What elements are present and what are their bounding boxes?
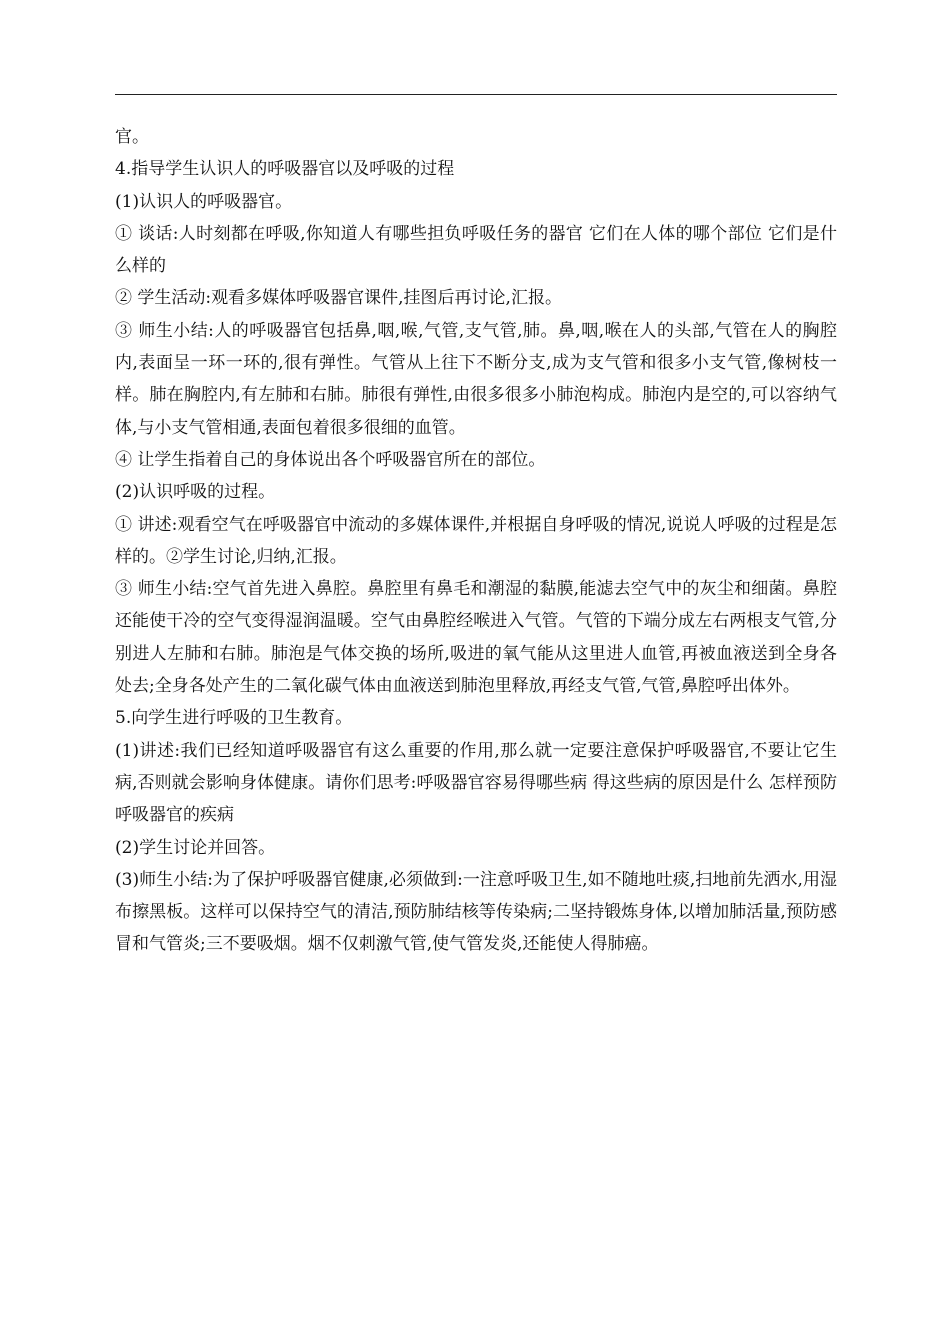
paragraph-point-organs: ④ 让学生指着自己的身体说出各个呼吸器官所在的部位。 — [115, 449, 546, 470]
subsection-heading-2: (2)认识呼吸的过程。 — [115, 482, 276, 503]
paragraph-summary-hygiene: (3)师生小结:为了保护呼吸器官健康,必须做到:一注意呼吸卫生,如不随地吐痰,扫地前先洒水,用湿布擦黑板。这样可以保持空气的清洁,预防肺结核等传染病;二坚持锻炼身体,以增加肺活量,预防感冒和气管炎;三不要吸烟。烟不仅刺激气管,使气管发炎,还能使人得肺癌。 — [115, 869, 837, 955]
paragraph-continuation: 官。 — [115, 127, 149, 147]
paragraph-talk: ① 谈话:人时刻都在呼吸,你知道人有哪些担负呼吸任务的器官 它们在人体的哪个部位 它们是什么样的 — [115, 223, 837, 277]
paragraph-lecture-process: ① 讲述:观看空气在呼吸器官中流动的多媒体课件,并根据自身呼吸的情况,说说人呼吸的过程是怎样的。②学生讨论,归纳,汇报。 — [115, 514, 837, 567]
section-heading-5: 5.向学生进行呼吸的卫生教育。 — [115, 708, 353, 729]
subsection-heading-1: (1)认识人的呼吸器官。 — [115, 191, 293, 212]
header-rule — [115, 94, 837, 95]
paragraph-lecture-hygiene: (1)讲述:我们已经知道呼吸器官有这么重要的作用,那么就一定要注意保护呼吸器官,不要让它生病,否则就会影响身体健康。请你们思考:呼吸器官容易得哪些病 得这些病的原因是什么 怎样预防呼吸器官的疾病 — [115, 740, 837, 826]
document-body — [115, 121, 837, 961]
paragraph-student-activity: ② 学生活动:观看多媒体呼吸器官课件,挂图后再讨论,汇报。 — [115, 288, 562, 309]
paragraph-summary-process: ③ 师生小结:空气首先进入鼻腔。鼻腔里有鼻毛和潮湿的黏膜,能滤去空气中的灰尘和细菌。鼻腔还能使干冷的空气变得湿润温暖。空气由鼻腔经喉进入气管。气管的下端分成左右两根支气管,分别进人左肺和右肺。肺泡是气体交换的场所,吸进的氧气能从这里进人血管,再被血液送到全身各处去;全身各处产生的二氧化碳气体由血液送到肺泡里释放,再经支气管,气管,鼻腔呼出体外。 — [115, 579, 837, 697]
paragraph-summary-organs: ③ 师生小结:人的呼吸器官包括鼻,咽,喉,气管,支气管,肺。鼻,咽,喉在人的头部,气管在人的胸腔内,表面呈一环一环的,很有弹性。气管从上往下不断分支,成为支气管和很多小支气管,像树枝一样。肺在胸腔内,有左肺和右肺。肺很有弹性,由很多很多小肺泡构成。肺泡内是空的,可以容纳气体,与小支气管相通,表面包着很多很细的血管。 — [115, 320, 837, 438]
section-heading-4: 4.指导学生认识人的呼吸器官以及呼吸的过程 — [115, 159, 455, 180]
paragraph-discussion: (2)学生讨论并回答。 — [115, 837, 276, 858]
